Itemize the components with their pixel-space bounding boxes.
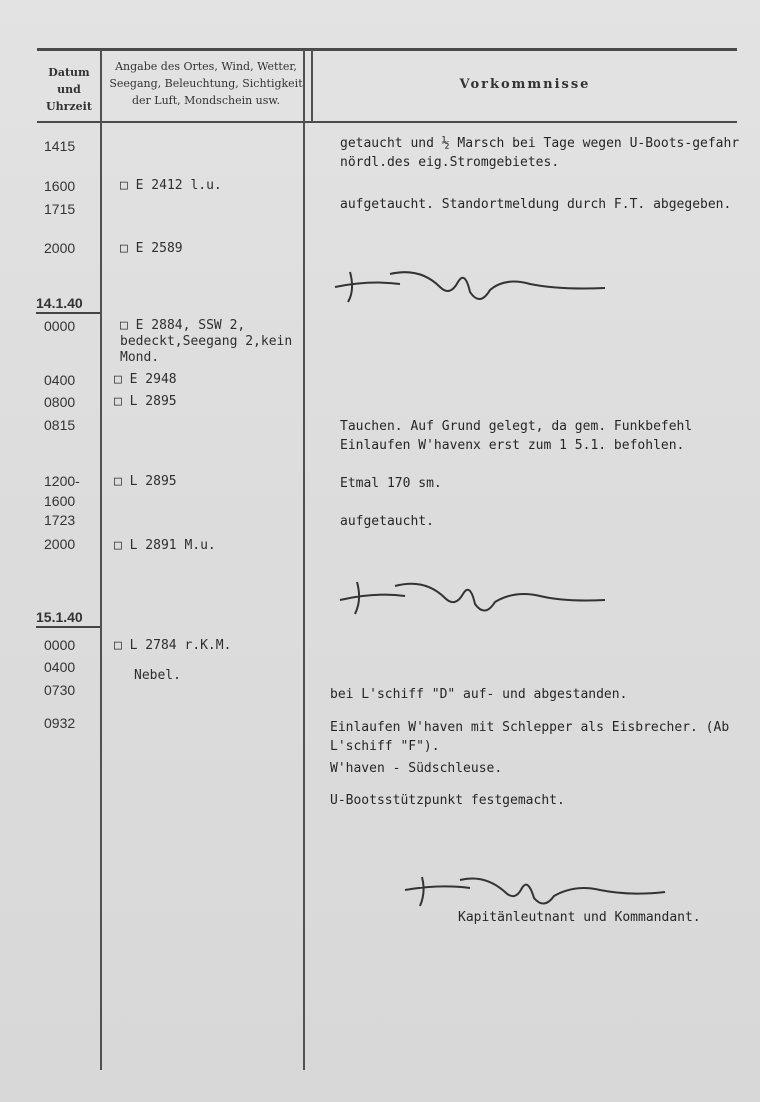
- header-vorkommnisse: Vorkommnisse: [459, 77, 591, 92]
- column-divider-3: [311, 50, 313, 122]
- event-cell: Tauchen. Auf Grund gelegt, da gem. Funkbefehl Einlaufen W'havenx erst zum 1 5.1. befohlen.: [340, 419, 693, 453]
- header-rule: [37, 121, 737, 123]
- time-cell: 0400: [44, 659, 76, 675]
- time-cell: 0000: [44, 318, 76, 334]
- place-cell: Nebel.: [134, 668, 181, 683]
- header-ort-line2: Seegang, Beleuchtung, Sichtigkeit: [109, 77, 303, 90]
- time-cell: 0932: [44, 715, 76, 731]
- header-datum-line1: Datum: [48, 66, 90, 79]
- column-divider-2: [303, 50, 305, 1070]
- time-cell: 1415: [44, 138, 76, 154]
- signoff-title: Kapitänleutnant und Kommandant.: [458, 910, 701, 925]
- time-cell: 0730: [44, 682, 76, 698]
- time-cell: 2000: [44, 536, 76, 552]
- date-14-1-40: 14.1.40: [36, 295, 100, 314]
- event-cell: Etmal 170 sm.: [340, 476, 442, 491]
- place-cell: □ E 2412 l.u.: [120, 178, 222, 193]
- place-cell: □ L 2895: [114, 474, 177, 489]
- place-cell: □ E 2948: [114, 372, 177, 387]
- top-rule: [37, 48, 737, 51]
- event-cell: getaucht und ½ Marsch bei Tage wegen U-Boots-gefahr nördl.des eig.Stromgebietes.: [340, 136, 740, 170]
- event-cell: U-Bootsstützpunkt festgemacht.: [330, 793, 565, 808]
- column-divider-1: [100, 50, 102, 1070]
- event-cell: aufgetaucht.: [340, 514, 434, 529]
- time-cell: 1200- 1600: [44, 473, 80, 509]
- header-ort-line1: Angabe des Ortes, Wind, Wetter,: [115, 60, 297, 73]
- event-cell: aufgetaucht. Standortmeldung durch F.T. abgegeben.: [340, 197, 732, 212]
- event-cell: Einlaufen W'haven mit Schlepper als Eisbrecher. (Ab L'schiff "F").: [330, 720, 730, 754]
- time-cell: 2000: [44, 240, 76, 256]
- place-cell: □ L 2895: [114, 394, 177, 409]
- signature-2: [335, 572, 615, 622]
- place-cell: □ E 2884, SSW 2, bedeckt,Seegang 2,kein Mond.: [120, 318, 293, 365]
- signature-1: [330, 262, 610, 312]
- place-cell: □ L 2891 M.u.: [114, 538, 216, 553]
- time-cell: 0815: [44, 417, 76, 433]
- time-cell: 1600: [44, 178, 76, 194]
- time-cell: 0000: [44, 637, 76, 653]
- time-cell: 0400: [44, 372, 76, 388]
- header-datum: [40, 64, 98, 115]
- date-15-1-40: 15.1.40: [36, 609, 100, 628]
- event-cell: bei L'schiff "D" auf- und abgestanden.: [330, 687, 628, 702]
- time-cell: 1723: [44, 512, 76, 528]
- header-datum-line2: und: [57, 83, 81, 96]
- place-cell: □ E 2589: [120, 241, 183, 256]
- time-cell: 0800: [44, 394, 76, 410]
- signature-final: [400, 872, 670, 912]
- place-cell: □ L 2784 r.K.M.: [114, 638, 232, 653]
- header-ort-line3: der Luft, Mondschein usw.: [131, 94, 281, 107]
- header-datum-line3: Uhrzeit: [46, 100, 92, 113]
- event-cell: W'haven - Südschleuse.: [330, 761, 503, 776]
- time-cell: 1715: [44, 201, 76, 217]
- header-ort: [104, 58, 308, 109]
